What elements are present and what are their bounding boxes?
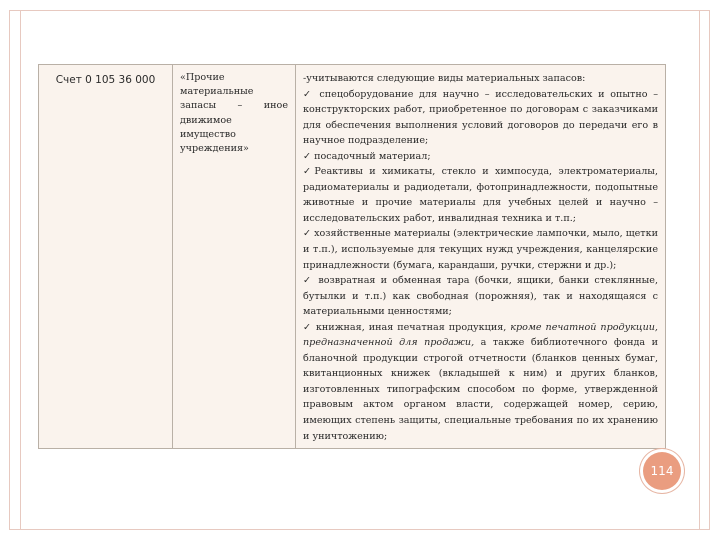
account-cell: Счет 0 105 36 000 [39, 65, 173, 449]
list-item-last [303, 320, 658, 444]
list-item: ✓ возвратная и обменная тара (бочки, ящики, банки стеклянные, бутылки и т.п.) как свободная (порожняя), так и находящаяся с материальными ценностями; [303, 275, 658, 318]
page-number-badge: 114 [643, 452, 681, 490]
list-item-last-italic: кроме печатной продукции, предназначенной для продажи, [303, 321, 658, 349]
table-row [39, 65, 666, 449]
list-item: ✓ хозяйственные материалы (электрические лампочки, мыло, щетки и т.п.), используемые для текущих нужд учреждения, канцелярские принадлежности (бумага, карандаши, ручки, стержни и др.); [303, 228, 658, 271]
description-cell [296, 65, 666, 449]
accounts-table [38, 64, 666, 449]
frame-left-line [20, 10, 21, 530]
list-item-last-start: ✓ книжная, иная печатная продукция, [303, 321, 507, 333]
frame-right-line [699, 10, 700, 530]
description-intro: -учитываются следующие виды материальных запасов: [303, 73, 586, 84]
list-item-last-end: а также библиотечного фонда и бланочной продукции строгой отчетности (бланков ценных бумаг, квитанционных книжек (вкладышей к ним) и других бланков, изготовленных типографским способом по форме, утвержденной правовым актом органом власти, содержащей номер, серию, имеющих степень защиты, специальные требования по их хранению и уничтожению; [303, 337, 658, 442]
list-item: ✓ спецоборудование для научно – исследовательских и опытно – конструкторских работ, приобретенное по договорам с заказчиками для обеспечения выполнения условий договоров до передачи его в научное подразделение; [303, 88, 658, 147]
list-item: ✓ посадочный материал; [303, 150, 431, 162]
account-name-cell: «Прочие материальные запасы – иное движимое имущество учреждения» [173, 65, 296, 449]
list-item: ✓Реактивы и химикаты, стекло и химпосуда, электроматериалы, радиоматериалы и радиодетали, фотопринадлежности, подопытные животные и прочие материалы для учебных целей и научно – исследовательских работ, инвалидная техника и т.п.; [303, 166, 658, 224]
